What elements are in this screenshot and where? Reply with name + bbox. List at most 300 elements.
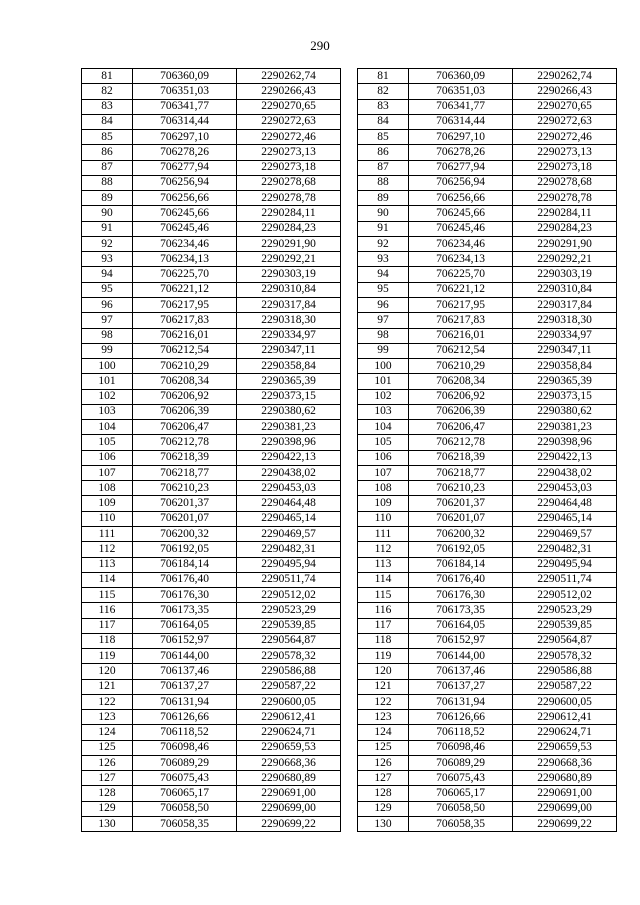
point-number-cell: 115 bbox=[358, 588, 409, 603]
y-coordinate-cell: 2290624,71 bbox=[513, 725, 617, 740]
x-coordinate-cell: 706277,94 bbox=[409, 160, 513, 175]
point-number-cell: 107 bbox=[82, 465, 133, 480]
point-number-cell: 116 bbox=[358, 603, 409, 618]
y-coordinate-cell: 2290699,00 bbox=[237, 801, 341, 816]
point-number-cell: 123 bbox=[82, 710, 133, 725]
table-row bbox=[358, 725, 617, 740]
table-row bbox=[82, 420, 341, 435]
point-number-cell: 129 bbox=[82, 801, 133, 816]
point-number-cell: 128 bbox=[82, 786, 133, 801]
point-number-cell: 100 bbox=[358, 359, 409, 374]
x-coordinate-cell: 706225,70 bbox=[133, 267, 237, 282]
y-coordinate-cell: 2290469,57 bbox=[237, 526, 341, 541]
table-row bbox=[358, 465, 617, 480]
table-row bbox=[82, 297, 341, 312]
table-row bbox=[82, 206, 341, 221]
table-row bbox=[358, 771, 617, 786]
point-number-cell: 106 bbox=[82, 450, 133, 465]
x-coordinate-cell: 706212,78 bbox=[409, 435, 513, 450]
table-row bbox=[82, 99, 341, 114]
y-coordinate-cell: 2290270,65 bbox=[513, 99, 617, 114]
point-number-cell: 97 bbox=[82, 313, 133, 328]
table-row bbox=[358, 236, 617, 251]
point-number-cell: 111 bbox=[82, 526, 133, 541]
y-coordinate-cell: 2290523,29 bbox=[513, 603, 617, 618]
table-row bbox=[82, 267, 341, 282]
y-coordinate-cell: 2290273,18 bbox=[513, 160, 617, 175]
y-coordinate-cell: 2290612,41 bbox=[237, 710, 341, 725]
point-number-cell: 95 bbox=[358, 282, 409, 297]
y-coordinate-cell: 2290465,14 bbox=[513, 511, 617, 526]
table-row bbox=[82, 755, 341, 770]
x-coordinate-cell: 706234,13 bbox=[133, 252, 237, 267]
x-coordinate-cell: 706234,46 bbox=[133, 236, 237, 251]
table-row bbox=[358, 572, 617, 587]
y-coordinate-cell: 2290453,03 bbox=[513, 481, 617, 496]
table-row bbox=[358, 603, 617, 618]
point-number-cell: 110 bbox=[358, 511, 409, 526]
table-row bbox=[358, 526, 617, 541]
y-coordinate-cell: 2290659,53 bbox=[513, 740, 617, 755]
table-row bbox=[358, 374, 617, 389]
point-number-cell: 126 bbox=[82, 755, 133, 770]
point-number-cell: 114 bbox=[82, 572, 133, 587]
x-coordinate-cell: 706212,54 bbox=[133, 343, 237, 358]
x-coordinate-cell: 706341,77 bbox=[409, 99, 513, 114]
x-coordinate-cell: 706351,03 bbox=[133, 84, 237, 99]
y-coordinate-cell: 2290317,84 bbox=[513, 297, 617, 312]
point-number-cell: 84 bbox=[358, 114, 409, 129]
table-row bbox=[358, 359, 617, 374]
table-row bbox=[82, 236, 341, 251]
y-coordinate-cell: 2290380,62 bbox=[513, 404, 617, 419]
table-row bbox=[358, 420, 617, 435]
y-coordinate-cell: 2290600,05 bbox=[513, 694, 617, 709]
table-row bbox=[82, 526, 341, 541]
x-coordinate-cell: 706208,34 bbox=[409, 374, 513, 389]
point-number-cell: 128 bbox=[358, 786, 409, 801]
table-row bbox=[358, 511, 617, 526]
table-row bbox=[358, 69, 617, 84]
x-coordinate-cell: 706144,00 bbox=[133, 649, 237, 664]
table-row bbox=[82, 114, 341, 129]
y-coordinate-cell: 2290539,85 bbox=[237, 618, 341, 633]
table-row bbox=[82, 252, 341, 267]
y-coordinate-cell: 2290422,13 bbox=[237, 450, 341, 465]
y-coordinate-cell: 2290680,89 bbox=[237, 771, 341, 786]
y-coordinate-cell: 2290564,87 bbox=[237, 633, 341, 648]
table-row bbox=[82, 282, 341, 297]
table-row bbox=[82, 313, 341, 328]
x-coordinate-cell: 706212,54 bbox=[409, 343, 513, 358]
table-row bbox=[82, 374, 341, 389]
y-coordinate-cell: 2290262,74 bbox=[513, 69, 617, 84]
x-coordinate-cell: 706089,29 bbox=[133, 755, 237, 770]
x-coordinate-cell: 706192,05 bbox=[133, 542, 237, 557]
table-row bbox=[82, 740, 341, 755]
table-row bbox=[358, 160, 617, 175]
x-coordinate-cell: 706058,50 bbox=[409, 801, 513, 816]
x-coordinate-cell: 706234,13 bbox=[409, 252, 513, 267]
y-coordinate-cell: 2290512,02 bbox=[237, 588, 341, 603]
y-coordinate-cell: 2290691,00 bbox=[513, 786, 617, 801]
x-coordinate-cell: 706245,66 bbox=[133, 206, 237, 221]
x-coordinate-cell: 706217,83 bbox=[133, 313, 237, 328]
page-number: 290 bbox=[310, 38, 330, 53]
x-coordinate-cell: 706192,05 bbox=[409, 542, 513, 557]
x-coordinate-cell: 706098,46 bbox=[133, 740, 237, 755]
y-coordinate-cell: 2290358,84 bbox=[513, 359, 617, 374]
table-row bbox=[358, 297, 617, 312]
x-coordinate-cell: 706173,35 bbox=[133, 603, 237, 618]
x-coordinate-cell: 706184,14 bbox=[133, 557, 237, 572]
x-coordinate-cell: 706058,35 bbox=[409, 817, 513, 832]
x-coordinate-cell: 706218,77 bbox=[409, 465, 513, 480]
x-coordinate-cell: 706216,01 bbox=[409, 328, 513, 343]
table-row bbox=[358, 710, 617, 725]
point-number-cell: 110 bbox=[82, 511, 133, 526]
table-row bbox=[82, 328, 341, 343]
x-coordinate-cell: 706216,01 bbox=[133, 328, 237, 343]
point-number-cell: 130 bbox=[358, 817, 409, 832]
table-row bbox=[82, 160, 341, 175]
table-row bbox=[358, 221, 617, 236]
table-row bbox=[358, 481, 617, 496]
x-coordinate-cell: 706176,30 bbox=[133, 588, 237, 603]
table-row bbox=[358, 313, 617, 328]
x-coordinate-cell: 706245,46 bbox=[133, 221, 237, 236]
y-coordinate-cell: 2290291,90 bbox=[237, 236, 341, 251]
table-row bbox=[358, 343, 617, 358]
point-number-cell: 115 bbox=[82, 588, 133, 603]
point-number-cell: 124 bbox=[82, 725, 133, 740]
x-coordinate-cell: 706256,94 bbox=[409, 175, 513, 190]
table-row bbox=[82, 511, 341, 526]
y-coordinate-cell: 2290272,63 bbox=[237, 114, 341, 129]
point-number-cell: 98 bbox=[358, 328, 409, 343]
x-coordinate-cell: 706131,94 bbox=[133, 694, 237, 709]
y-coordinate-cell: 2290318,30 bbox=[237, 313, 341, 328]
table-row bbox=[82, 465, 341, 480]
x-coordinate-cell: 706278,26 bbox=[409, 145, 513, 160]
y-coordinate-cell: 2290586,88 bbox=[237, 664, 341, 679]
y-coordinate-cell: 2290262,74 bbox=[237, 69, 341, 84]
y-coordinate-cell: 2290303,19 bbox=[237, 267, 341, 282]
point-number-cell: 116 bbox=[82, 603, 133, 618]
x-coordinate-cell: 706137,46 bbox=[409, 664, 513, 679]
x-coordinate-cell: 706217,95 bbox=[133, 297, 237, 312]
table-row bbox=[358, 817, 617, 832]
table-row bbox=[82, 221, 341, 236]
y-coordinate-cell: 2290381,23 bbox=[513, 420, 617, 435]
y-coordinate-cell: 2290668,36 bbox=[513, 755, 617, 770]
point-number-cell: 117 bbox=[358, 618, 409, 633]
y-coordinate-cell: 2290482,31 bbox=[513, 542, 617, 557]
y-coordinate-cell: 2290699,00 bbox=[513, 801, 617, 816]
point-number-cell: 97 bbox=[358, 313, 409, 328]
x-coordinate-cell: 706137,27 bbox=[133, 679, 237, 694]
y-coordinate-cell: 2290278,68 bbox=[237, 175, 341, 190]
x-coordinate-cell: 706176,40 bbox=[409, 572, 513, 587]
point-number-cell: 87 bbox=[82, 160, 133, 175]
y-coordinate-cell: 2290347,11 bbox=[513, 343, 617, 358]
y-coordinate-cell: 2290270,65 bbox=[237, 99, 341, 114]
y-coordinate-cell: 2290422,13 bbox=[513, 450, 617, 465]
table-row bbox=[82, 130, 341, 145]
x-coordinate-cell: 706058,35 bbox=[133, 817, 237, 832]
x-coordinate-cell: 706201,07 bbox=[133, 511, 237, 526]
x-coordinate-cell: 706164,05 bbox=[133, 618, 237, 633]
table-row bbox=[358, 450, 617, 465]
x-coordinate-cell: 706206,39 bbox=[133, 404, 237, 419]
y-coordinate-cell: 2290334,97 bbox=[237, 328, 341, 343]
point-number-cell: 119 bbox=[358, 649, 409, 664]
point-number-cell: 86 bbox=[82, 145, 133, 160]
x-coordinate-cell: 706234,46 bbox=[409, 236, 513, 251]
table-row bbox=[82, 69, 341, 84]
x-coordinate-cell: 706210,23 bbox=[133, 481, 237, 496]
y-coordinate-cell: 2290495,94 bbox=[237, 557, 341, 572]
point-number-cell: 104 bbox=[82, 420, 133, 435]
coordinates-table-left bbox=[81, 68, 341, 832]
x-coordinate-cell: 706206,92 bbox=[409, 389, 513, 404]
x-coordinate-cell: 706206,47 bbox=[409, 420, 513, 435]
table-row bbox=[358, 99, 617, 114]
point-number-cell: 102 bbox=[358, 389, 409, 404]
y-coordinate-cell: 2290464,48 bbox=[237, 496, 341, 511]
table-row bbox=[82, 710, 341, 725]
point-number-cell: 103 bbox=[82, 404, 133, 419]
point-number-cell: 108 bbox=[358, 481, 409, 496]
x-coordinate-cell: 706360,09 bbox=[409, 69, 513, 84]
x-coordinate-cell: 706221,12 bbox=[409, 282, 513, 297]
x-coordinate-cell: 706176,30 bbox=[409, 588, 513, 603]
x-coordinate-cell: 706200,32 bbox=[409, 526, 513, 541]
y-coordinate-cell: 2290699,22 bbox=[513, 817, 617, 832]
x-coordinate-cell: 706218,39 bbox=[409, 450, 513, 465]
x-coordinate-cell: 706206,92 bbox=[133, 389, 237, 404]
y-coordinate-cell: 2290612,41 bbox=[513, 710, 617, 725]
x-coordinate-cell: 706201,37 bbox=[409, 496, 513, 511]
table-row bbox=[82, 145, 341, 160]
x-coordinate-cell: 706314,44 bbox=[409, 114, 513, 129]
table-row bbox=[358, 496, 617, 511]
table-row bbox=[82, 450, 341, 465]
table-row bbox=[358, 114, 617, 129]
x-coordinate-cell: 706256,66 bbox=[409, 191, 513, 206]
table-row bbox=[358, 130, 617, 145]
table-row bbox=[358, 191, 617, 206]
y-coordinate-cell: 2290512,02 bbox=[513, 588, 617, 603]
point-number-cell: 113 bbox=[358, 557, 409, 572]
x-coordinate-cell: 706210,29 bbox=[409, 359, 513, 374]
y-coordinate-cell: 2290310,84 bbox=[237, 282, 341, 297]
x-coordinate-cell: 706297,10 bbox=[133, 130, 237, 145]
point-number-cell: 118 bbox=[82, 633, 133, 648]
table-row bbox=[358, 404, 617, 419]
y-coordinate-cell: 2290453,03 bbox=[237, 481, 341, 496]
y-coordinate-cell: 2290587,22 bbox=[513, 679, 617, 694]
table-row bbox=[82, 343, 341, 358]
x-coordinate-cell: 706217,95 bbox=[409, 297, 513, 312]
point-number-cell: 104 bbox=[358, 420, 409, 435]
point-number-cell: 93 bbox=[82, 252, 133, 267]
x-coordinate-cell: 706118,52 bbox=[133, 725, 237, 740]
point-number-cell: 94 bbox=[358, 267, 409, 282]
y-coordinate-cell: 2290511,74 bbox=[513, 572, 617, 587]
x-coordinate-cell: 706256,66 bbox=[133, 191, 237, 206]
x-coordinate-cell: 706118,52 bbox=[409, 725, 513, 740]
point-number-cell: 101 bbox=[82, 374, 133, 389]
x-coordinate-cell: 706212,78 bbox=[133, 435, 237, 450]
y-coordinate-cell: 2290578,32 bbox=[237, 649, 341, 664]
x-coordinate-cell: 706089,29 bbox=[409, 755, 513, 770]
table-row bbox=[82, 664, 341, 679]
x-coordinate-cell: 706065,17 bbox=[409, 786, 513, 801]
y-coordinate-cell: 2290292,21 bbox=[237, 252, 341, 267]
point-number-cell: 114 bbox=[358, 572, 409, 587]
table-row bbox=[358, 786, 617, 801]
point-number-cell: 87 bbox=[358, 160, 409, 175]
y-coordinate-cell: 2290668,36 bbox=[237, 755, 341, 770]
y-coordinate-cell: 2290284,23 bbox=[237, 221, 341, 236]
x-coordinate-cell: 706360,09 bbox=[133, 69, 237, 84]
y-coordinate-cell: 2290292,21 bbox=[513, 252, 617, 267]
point-number-cell: 108 bbox=[82, 481, 133, 496]
point-number-cell: 99 bbox=[82, 343, 133, 358]
x-coordinate-cell: 706065,17 bbox=[133, 786, 237, 801]
table-row bbox=[82, 817, 341, 832]
point-number-cell: 100 bbox=[82, 359, 133, 374]
table-row bbox=[82, 725, 341, 740]
point-number-cell: 83 bbox=[82, 99, 133, 114]
point-number-cell: 120 bbox=[358, 664, 409, 679]
table-row bbox=[358, 252, 617, 267]
y-coordinate-cell: 2290578,32 bbox=[513, 649, 617, 664]
x-coordinate-cell: 706210,23 bbox=[409, 481, 513, 496]
table-row bbox=[82, 542, 341, 557]
y-coordinate-cell: 2290365,39 bbox=[237, 374, 341, 389]
point-number-cell: 130 bbox=[82, 817, 133, 832]
point-number-cell: 127 bbox=[82, 771, 133, 786]
y-coordinate-cell: 2290303,19 bbox=[513, 267, 617, 282]
point-number-cell: 88 bbox=[82, 175, 133, 190]
y-coordinate-cell: 2290624,71 bbox=[237, 725, 341, 740]
table-row bbox=[358, 679, 617, 694]
x-coordinate-cell: 706098,46 bbox=[409, 740, 513, 755]
y-coordinate-cell: 2290381,23 bbox=[237, 420, 341, 435]
x-coordinate-cell: 706173,35 bbox=[409, 603, 513, 618]
point-number-cell: 91 bbox=[358, 221, 409, 236]
x-coordinate-cell: 706206,39 bbox=[409, 404, 513, 419]
x-coordinate-cell: 706218,39 bbox=[133, 450, 237, 465]
table-row bbox=[358, 145, 617, 160]
point-number-cell: 109 bbox=[358, 496, 409, 511]
x-coordinate-cell: 706297,10 bbox=[409, 130, 513, 145]
x-coordinate-cell: 706152,97 bbox=[133, 633, 237, 648]
x-coordinate-cell: 706126,66 bbox=[409, 710, 513, 725]
table-row bbox=[82, 694, 341, 709]
table-row bbox=[358, 664, 617, 679]
y-coordinate-cell: 2290278,78 bbox=[237, 191, 341, 206]
table-row bbox=[358, 694, 617, 709]
x-coordinate-cell: 706131,94 bbox=[409, 694, 513, 709]
y-coordinate-cell: 2290272,63 bbox=[513, 114, 617, 129]
x-coordinate-cell: 706152,97 bbox=[409, 633, 513, 648]
point-number-cell: 88 bbox=[358, 175, 409, 190]
x-coordinate-cell: 706210,29 bbox=[133, 359, 237, 374]
table-row bbox=[358, 755, 617, 770]
point-number-cell: 85 bbox=[82, 130, 133, 145]
x-coordinate-cell: 706245,66 bbox=[409, 206, 513, 221]
table-row bbox=[82, 618, 341, 633]
y-coordinate-cell: 2290373,15 bbox=[513, 389, 617, 404]
point-number-cell: 99 bbox=[358, 343, 409, 358]
x-coordinate-cell: 706245,46 bbox=[409, 221, 513, 236]
table-row bbox=[358, 435, 617, 450]
point-number-cell: 105 bbox=[358, 435, 409, 450]
y-coordinate-cell: 2290680,89 bbox=[513, 771, 617, 786]
x-coordinate-cell: 706256,94 bbox=[133, 175, 237, 190]
y-coordinate-cell: 2290273,13 bbox=[237, 145, 341, 160]
y-coordinate-cell: 2290278,68 bbox=[513, 175, 617, 190]
y-coordinate-cell: 2290398,96 bbox=[513, 435, 617, 450]
point-number-cell: 105 bbox=[82, 435, 133, 450]
y-coordinate-cell: 2290284,23 bbox=[513, 221, 617, 236]
table-row bbox=[82, 786, 341, 801]
point-number-cell: 122 bbox=[358, 694, 409, 709]
x-coordinate-cell: 706341,77 bbox=[133, 99, 237, 114]
x-coordinate-cell: 706217,83 bbox=[409, 313, 513, 328]
table-row bbox=[358, 206, 617, 221]
point-number-cell: 96 bbox=[82, 297, 133, 312]
table-row bbox=[82, 191, 341, 206]
point-number-cell: 126 bbox=[358, 755, 409, 770]
table-row bbox=[358, 542, 617, 557]
point-number-cell: 81 bbox=[82, 69, 133, 84]
point-number-cell: 113 bbox=[82, 557, 133, 572]
y-coordinate-cell: 2290310,84 bbox=[513, 282, 617, 297]
table-row bbox=[358, 282, 617, 297]
y-coordinate-cell: 2290284,11 bbox=[513, 206, 617, 221]
y-coordinate-cell: 2290438,02 bbox=[513, 465, 617, 480]
x-coordinate-cell: 706314,44 bbox=[133, 114, 237, 129]
point-number-cell: 95 bbox=[82, 282, 133, 297]
point-number-cell: 121 bbox=[358, 679, 409, 694]
point-number-cell: 101 bbox=[358, 374, 409, 389]
point-number-cell: 106 bbox=[358, 450, 409, 465]
x-coordinate-cell: 706058,50 bbox=[133, 801, 237, 816]
point-number-cell: 109 bbox=[82, 496, 133, 511]
point-number-cell: 117 bbox=[82, 618, 133, 633]
point-number-cell: 82 bbox=[358, 84, 409, 99]
point-number-cell: 120 bbox=[82, 664, 133, 679]
x-coordinate-cell: 706176,40 bbox=[133, 572, 237, 587]
point-number-cell: 82 bbox=[82, 84, 133, 99]
table-row bbox=[82, 359, 341, 374]
table-row bbox=[358, 267, 617, 282]
x-coordinate-cell: 706278,26 bbox=[133, 145, 237, 160]
point-number-cell: 112 bbox=[82, 542, 133, 557]
point-number-cell: 102 bbox=[82, 389, 133, 404]
point-number-cell: 84 bbox=[82, 114, 133, 129]
point-number-cell: 92 bbox=[358, 236, 409, 251]
table-row bbox=[358, 84, 617, 99]
table-row bbox=[358, 633, 617, 648]
point-number-cell: 93 bbox=[358, 252, 409, 267]
y-coordinate-cell: 2290266,43 bbox=[237, 84, 341, 99]
point-number-cell: 85 bbox=[358, 130, 409, 145]
